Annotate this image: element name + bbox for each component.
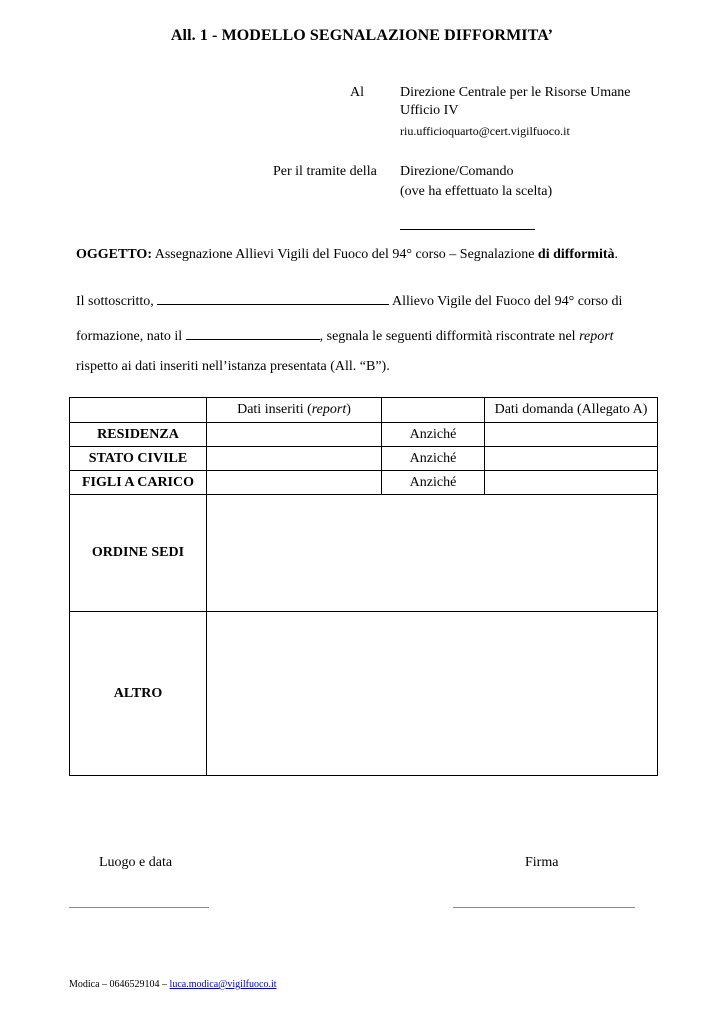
altro-cell[interactable] (207, 612, 658, 776)
difformity-table (69, 397, 658, 776)
body-line-1-end: Allievo Vigile del Fuoco del 94° corso di (389, 294, 623, 309)
via-label: Per il tramite della (273, 164, 377, 179)
row-anziche: Anziché (382, 447, 485, 471)
row-domanda-cell[interactable] (485, 423, 658, 447)
row-label-residenza: RESIDENZA (70, 423, 207, 447)
row-label-figli-a-carico: FIGLI A CARICO (70, 471, 207, 495)
body-line-2-mid: , segnala le seguenti difformità riscontrate nel (319, 329, 580, 344)
body-line-1-start: Il sottoscritto, (76, 294, 158, 309)
row-domanda-cell[interactable] (485, 471, 658, 495)
body-line-2 (76, 327, 614, 345)
header-cell-domanda: Dati domanda (Allegato A) (485, 398, 658, 423)
footer-text: Modica – 0646529104 – (69, 979, 170, 990)
recipient-line-1: Direzione Centrale per le Risorse Umane (400, 85, 631, 100)
row-report-cell[interactable] (207, 471, 382, 495)
subject-label: OGGETTO: (76, 247, 152, 262)
recipient-line-2: Ufficio IV (400, 103, 459, 118)
body-line-2-start: formazione, nato il (76, 329, 186, 344)
row-anziche: Anziché (382, 423, 485, 447)
table-row (70, 423, 658, 447)
body-line-2-italic: report (579, 329, 614, 344)
table-row-ordine-sedi (70, 495, 658, 612)
place-date-line (69, 907, 209, 908)
table-header-row (70, 398, 658, 423)
birthdate-blank (186, 327, 320, 340)
subject-bold: di difformità (537, 247, 615, 262)
via-line-2: (ove ha effettuato la scelta) (400, 184, 553, 199)
row-report-cell[interactable] (207, 447, 382, 471)
signature-line (453, 907, 635, 908)
subject-end: . (614, 247, 619, 262)
body-line-1 (76, 292, 622, 310)
recipient-email: riu.ufficioquarto@cert.vigilfuoco.it (400, 124, 570, 138)
signature-label: Firma (525, 855, 559, 870)
row-domanda-cell[interactable] (485, 447, 658, 471)
table-row (70, 471, 658, 495)
place-date-label: Luogo e data (99, 855, 173, 870)
body-line-3: rispetto ai dati inseriti nell’istanza presentata (All. “B”). (76, 359, 390, 374)
subject-text: Assegnazione Allievi Vigili del Fuoco del 94° corso – Segnalazione (151, 247, 538, 262)
row-label-ordine-sedi: ORDINE SEDI (70, 495, 207, 612)
table-row (70, 447, 658, 471)
ordine-sedi-cell[interactable] (207, 495, 658, 612)
row-anziche: Anziché (382, 471, 485, 495)
row-report-cell[interactable] (207, 423, 382, 447)
header-cell-report: Dati inseriti (report) (207, 398, 382, 423)
via-blank-line (400, 229, 535, 230)
via-line-1: Direzione/Comando (400, 164, 514, 179)
table-row-altro (70, 612, 658, 776)
document-title: All. 1 - MODELLO SEGNALAZIONE DIFFORMITA’ (170, 27, 554, 44)
row-label-stato-civile: STATO CIVILE (70, 447, 207, 471)
footer-email-link[interactable]: luca.modica@vigilfuoco.it (169, 979, 277, 990)
header-cell-empty (70, 398, 207, 423)
subject-line (76, 247, 618, 263)
name-blank (157, 292, 389, 305)
recipient-label: Al (350, 85, 364, 100)
row-label-altro: ALTRO (70, 612, 207, 776)
header-cell-empty-2 (382, 398, 485, 423)
footer (69, 979, 277, 990)
